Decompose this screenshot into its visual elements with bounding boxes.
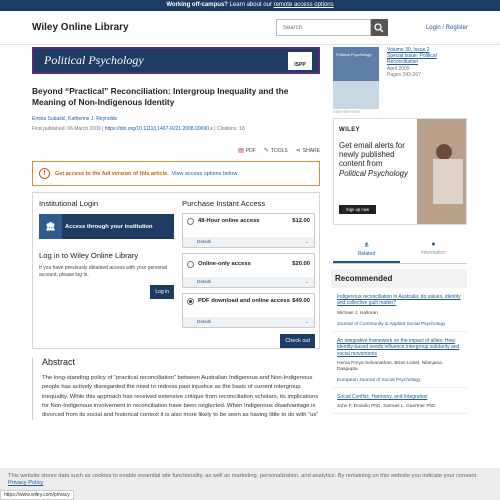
abstract-section [32,357,320,420]
share-icon: ⋖ [295,148,301,154]
recommended-title-link[interactable]: Indigenous reconciliation in Australia: do values, identity and collective guilt matter? [337,294,461,307]
recommended-journal[interactable]: European Journal of Social Psychology [337,378,421,384]
details-label: Details [197,279,212,284]
search-bar [276,19,388,36]
option-price: $12.00 [292,218,310,224]
tab-information-label: Information [420,250,446,256]
ad-text-pre: Get email alerts for newly published content from [339,141,405,169]
recommended-authors: Hema Preya Selvanathan, Brian Lickel, Nilanjana Dasgupta [337,361,442,373]
pdf-label: PDF [245,148,256,154]
sidebar-tabs [333,241,467,264]
access-options-box [32,192,320,349]
citations-count[interactable]: Citations: 18 [216,126,245,132]
doi-link[interactable]: https://doi.org/10.1111/j.1467-9221.2008.00690.x [104,126,213,132]
login-button[interactable]: Log in [150,285,174,299]
details-toggle[interactable] [183,277,314,287]
ad-signup-button[interactable]: Sign up now [339,205,376,214]
list-item [333,388,467,414]
purchase-column [182,197,315,348]
recommended-title-link[interactable]: An integrative framework on the impact of allies: How identity-based needs influence intergroup solidarity and social movements [337,337,460,357]
special-issue-link[interactable]: Special Issue: Political Reconciliation [387,53,437,66]
access-notice [32,161,320,186]
option-label: Online-only access [198,261,251,267]
tools-label: TOOLS [270,148,288,154]
wol-login-text: If you have previously obtained access with your personal account, please log in. [39,265,167,278]
share-label: SHARE [302,148,320,154]
details-toggle[interactable] [183,317,314,327]
radio-pdf[interactable] [187,298,194,305]
issue-info [387,47,467,78]
cookie-text: This website stores data such as cookies to enable essential site functionality, as well as marketing, personalization, and analytics. By remaining on this website you indicate your consent. [8,473,478,479]
journal-banner-title: Political Psychology [44,53,144,67]
ad-wiley-logo: WILEY [339,127,360,133]
chevron-down-icon: ⌄ [305,319,309,324]
option-price: $49.00 [292,298,310,304]
privacy-policy-link[interactable]: Privacy Policy [8,480,44,486]
article-tools [32,147,320,154]
volume-link[interactable]: Volume 30, Issue 2 [387,47,430,53]
search-input[interactable] [276,19,371,36]
radio-online[interactable] [187,261,194,268]
ad-text [339,141,409,178]
cookie-banner [0,468,500,500]
tab-related[interactable] [333,241,400,263]
status-url: https://www.wiley.com/privacy [0,490,74,500]
checkout-button[interactable]: Check out [280,334,315,348]
ad-label: Advertisement [333,109,360,114]
remote-access-link[interactable]: remote access options [273,2,334,8]
wol-login-heading: Log in to Wiley Online Library [39,251,139,260]
list-item [333,332,467,388]
login-column [39,197,174,299]
journal-banner[interactable] [32,47,320,74]
published-date: 06 March 2009 [67,126,101,132]
option-label: 48-Hour online access [198,218,260,224]
info-icon: ! [39,168,50,179]
journal-cover[interactable] [333,47,379,109]
article-authors[interactable]: Emina Subašić, Katherine J. Reynolds [32,116,118,122]
ispp-logo: ISPP [288,52,312,70]
ad-photo [417,119,466,224]
info-circle-icon: ● [431,241,436,248]
off-campus-bar [0,0,500,11]
list-item [333,288,467,332]
purchase-heading: Purchase Instant Access [182,199,266,208]
tools-button[interactable] [264,147,288,154]
off-campus-bold: Working off-campus? [166,2,228,8]
article-sidebar [333,47,467,414]
tab-related-label: Related [357,251,376,257]
abstract-text: The long-standing policy of “practical reconciliation” between Australian Indigenous and Non-Indigenous people has actively disregarded the need to redress past injustice as the basis of current intergroup inequality. While this approach has received extensive critique from reconciliation scholars, its implications for Non-Indigenous involvement in reconciliation have been neglected. When Indigenous disadvantage is divorced from its social and historical context it is also more likely to be seen as having little to do with “us” [42,375,319,419]
network-icon: ⋔ [363,242,370,249]
article-meta: First published: 06 March 2009 | https://doi.org/10.1111/j.1467-9221.2008.00690.x | Citations: 18 [32,126,245,132]
wrench-icon: ✎ [263,148,269,154]
published-label: First published: [32,126,68,132]
option-price: $20.00 [292,261,310,267]
issue-pages: Pages 243-267 [387,71,421,78]
recommended-journal[interactable]: Journal of Community & Applied Social Psychology [337,321,446,327]
article-title: Beyond “Practical” Reconciliation: Intergroup Inequality and the Meaning of Non-Indigenous Identity [32,86,289,107]
site-header [0,11,500,45]
details-toggle[interactable] [183,237,314,247]
option-label: PDF download and online access [198,298,290,304]
institution-access-button[interactable] [39,214,174,239]
chevron-down-icon: ⌄ [305,279,309,284]
pdf-button[interactable] [238,147,256,154]
recommended-authors: John F. Dovidio PhD, Samuel L. Gaertner PhD [337,404,436,410]
purchase-option-online[interactable] [182,253,315,288]
login-register-link[interactable]: Login / Register [425,24,468,31]
access-options-link[interactable]: View access options below. [171,170,239,177]
search-icon [374,23,384,33]
recommended-heading: Recommended [331,269,467,288]
details-label: Details [197,319,212,324]
cover-title: Political Psychology [336,52,372,57]
tab-information[interactable] [400,241,467,263]
chevron-down-icon: ⌄ [305,239,309,244]
share-button[interactable] [296,147,320,154]
details-label: Details [197,239,212,244]
off-campus-text: Learn about our [227,2,274,8]
abstract-heading: Abstract [42,357,76,367]
radio-48h[interactable] [187,218,194,225]
issue-date: April 2009 [387,65,410,72]
purchase-option-48h[interactable] [182,213,315,248]
recommended-authors: Michael J. Halloran [337,310,378,316]
access-notice-bold: Get access to the full version of this article. [55,170,169,177]
search-button[interactable] [371,19,388,36]
purchase-option-pdf[interactable] [182,293,315,328]
ad-text-journal: Political Psychology [339,168,408,178]
wiley-logo[interactable]: Wiley Online Library [32,22,129,33]
cover-art [333,81,379,109]
institutional-login-heading: Institutional Login [39,199,99,208]
email-alert-ad[interactable] [333,118,467,225]
institution-access-label: Access through your institution [65,223,153,230]
article-main [32,47,320,420]
recommended-title-link[interactable]: Social Conflict, Harmony, and Integration [337,394,428,401]
institution-icon: 🏛 [39,214,62,239]
pdf-icon: ▤ [238,148,244,154]
